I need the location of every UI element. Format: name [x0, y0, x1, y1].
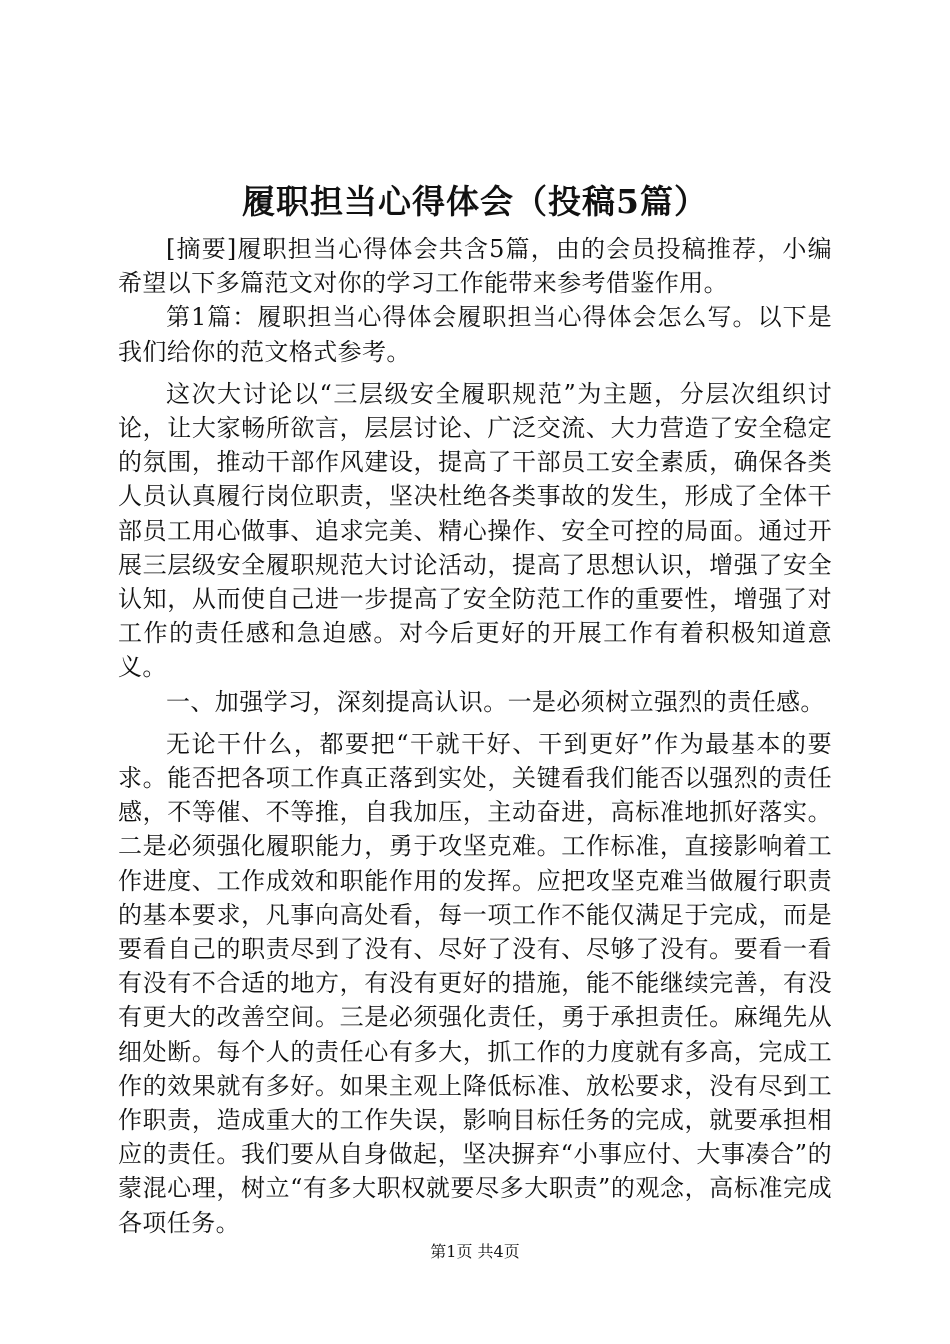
article-intro-paragraph: 第1篇：履职担当心得体会履职担当心得体会怎么写。以下是我们给你的范文格式参考。 — [118, 303, 832, 366]
document-body — [118, 232, 832, 1240]
section-heading-paragraph: 一、加强学习，深刻提高认识。一是必须树立强烈的责任感。 — [166, 687, 825, 716]
body-paragraph: 这次大讨论以“三层级安全履职规范”为主题，分层次组织讨论，让大家畅所欲言，层层讨论、广泛交流、大力营造了安全稳定的氛围，推动干部作风建设，提高了干部员工安全素质，确保各类人员认真履行岗位职责，坚决杜绝各类事故的发生，形成了全体干部员工用心做事、追求完美、精心操作、安全可控的局面。通过开展三层级安全履职规范大讨论活动，提高了思想认识，增强了安全认知，从而使自己进一步提高了安全防范工作的重要性，增强了对工作的责任感和急迫感。对今后更好的开展工作有着积极知道意义。 — [118, 379, 832, 682]
abstract-paragraph: [摘要]履职担当心得体会共含5篇，由的会员投稿推荐，小编希望以下多篇范文对你的学习工作能带来参考借鉴作用。 — [118, 235, 832, 298]
body-paragraph: 无论干什么，都要把“干就干好、干到更好”作为最基本的要求。能否把各项工作真正落到实处，关键看我们能否以强烈的责任感，不等催、不等推，自我加压，主动奋进，高标准地抓好落实。二是必须强化履职能力，勇于攻坚克难。工作标准，直接影响着工作进度、工作成效和职能作用的发挥。应把攻坚克难当做履行职责的基本要求，凡事向高处看，每一项工作不能仅满足于完成，而是要看自己的职责尽到了没有、尽好了没有、尽够了没有。要看一看有没有不合适的地方，有没有更好的措施，能不能继续完善，有没有更大的改善空间。三是必须强化责任，勇于承担责任。麻绳先从细处断。每个人的责任心有多大，抓工作的力度就有多高，完成工作的效果就有多好。如果主观上降低标准、放松要求，没有尽到工作职责，造成重大的工作失误，影响目标任务的完成，就要承担相应的责任。我们要从自身做起，坚决摒弃“小事应付、大事凑合”的蒙混心理，树立“有多大职权就要尽多大职责”的观念，高标准完成各项任务。 — [118, 729, 832, 1237]
page-number-footer: 第1页 共4页 — [430, 1242, 520, 1261]
document-title: 履职担当心得体会（投稿5篇） — [242, 182, 708, 221]
